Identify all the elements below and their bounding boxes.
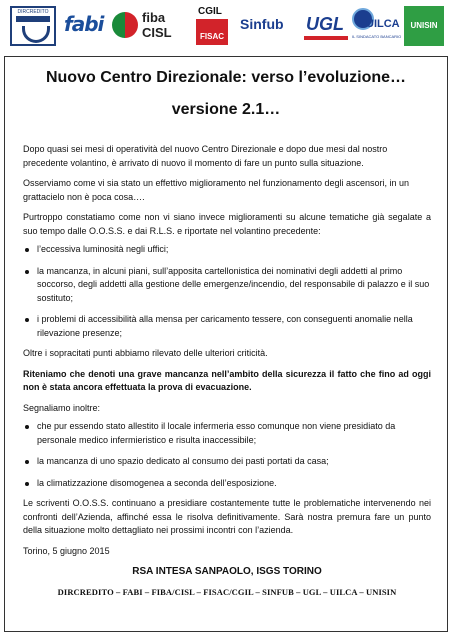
bullet-icon: [25, 425, 29, 429]
paragraph-also: Segnaliamo inoltre:: [23, 402, 101, 413]
bullet-icon: [25, 248, 29, 252]
cisl-logo-text: CISL: [142, 25, 172, 40]
dircredito-logo-label: DIRCREDITO: [17, 9, 49, 15]
uilca-logo-text: UILCA: [366, 18, 400, 30]
union-list: DIRCREDITO – FABI – FIBA/CISL – FISAC/CGIL – SINFUB – UGL – UILCA – UNISIN: [57, 586, 397, 597]
unisin-logo-text: UNISIN: [410, 21, 438, 30]
uilca-logo: [352, 6, 404, 46]
list-item: la climatizzazione disomogenea a seconda dell’esposizione.: [37, 477, 431, 491]
additional-issues-list: [23, 420, 431, 490]
list-item: che pur essendo stato allestito il locale infermeria esso comunque non viene presidiato da personale medico infermieristico e risulta inaccessibile;: [37, 420, 431, 447]
uilca-logo-subtitle: IL SINDACATO BANCARIO: [352, 34, 402, 39]
fiba-cisl-logo: [112, 6, 182, 46]
ugl-logo: [304, 6, 348, 46]
fiba-logo-text: fiba: [142, 10, 166, 25]
bullet-icon: [25, 318, 29, 322]
list-item: i problemi di accessibilità alla mensa per caricamento tessere, con conseguenti anomalie nella rilevazione presenze;: [37, 313, 431, 340]
document-title: Nuovo Centro Direzionale: verso l’evoluzione…: [45, 69, 407, 86]
fiba-circle-icon: [112, 12, 138, 38]
document-subtitle: versione 2.1…: [171, 101, 281, 118]
fabi-logo-text: fabi: [64, 12, 104, 36]
bullet-icon: [25, 482, 29, 486]
sinfub-logo: [240, 6, 296, 46]
list-item: la mancanza, in alcuni piani, sull’apposita cartellonistica dei nominativi degli addetti al primo soccorso, degli addetti alla gestione delle emergenze/incendio, del responsabile di palazzo e il suo sostituto;: [37, 265, 431, 306]
paragraph-evacuation: Riteniamo che denoti una grave mancanza nell’ambito della sicurezza il fatto che fino ad oggi non è stata ancora effettuata la prova di evacuazione.: [23, 368, 431, 392]
paragraph-further-issues: Oltre i sopracitati punti abbiamo rilevato delle ulteriori criticità.: [23, 348, 268, 358]
dircredito-logo: [10, 6, 56, 46]
signature: RSA INTESA SANPAOLO, ISGS TORINO: [132, 566, 322, 577]
bullet-icon: [25, 270, 29, 274]
sinfub-logo-text: Sinfub: [240, 16, 284, 32]
bullet-icon: [25, 460, 29, 464]
fabi-logo: [64, 6, 108, 46]
fisac-cgil-logo: [196, 6, 232, 46]
unisin-logo: [404, 6, 444, 46]
paragraph-closing: Le scriventi O.O.S.S. continuano a presidiare costantemente tutte le problematiche intervenendo nei confronti dell’Azienda, affinché essa le risolva definitivamente. Sarà nostra premura fare un punto della situazione molto dettagliato nei prossimi incontri con l’azienda.: [23, 498, 431, 535]
fisac-logo-text: FISAC: [200, 32, 224, 41]
document-body: [23, 143, 431, 606]
cgil-logo-text: CGIL: [198, 6, 222, 17]
ugl-logo-text: UGL: [306, 14, 344, 34]
paragraph-intro: Dopo quasi sei mesi di operatività del nuovo Centro Direzionale e dopo due mesi dal nostro precedente volantino, è arrivato di nuovo il momento di fare un punto sulla situazione.: [23, 144, 388, 168]
list-item: la mancanza di uno spazio dedicato al consumo dei pasti portati da casa;: [37, 455, 431, 469]
list-item: l’eccessiva luminosità negli uffici;: [37, 243, 431, 257]
paragraph-elevators: Osserviamo come vi sia stato un effettivo miglioramento nel funzionamento degli ascensori, in un grattacielo non è poca cosa….: [23, 178, 410, 202]
document-date: Torino, 5 giugno 2015: [23, 545, 110, 556]
issues-list: [23, 243, 431, 340]
document-frame: [4, 56, 448, 632]
paragraph-issues: Purtroppo constatiamo come non vi siano invece miglioramenti su alcune tematiche già segalate a suo tempo dalle O.O.S.S. e dai R.L.S. e riportate nel volantino precedente:: [23, 212, 431, 236]
union-logo-strip: [8, 4, 446, 48]
